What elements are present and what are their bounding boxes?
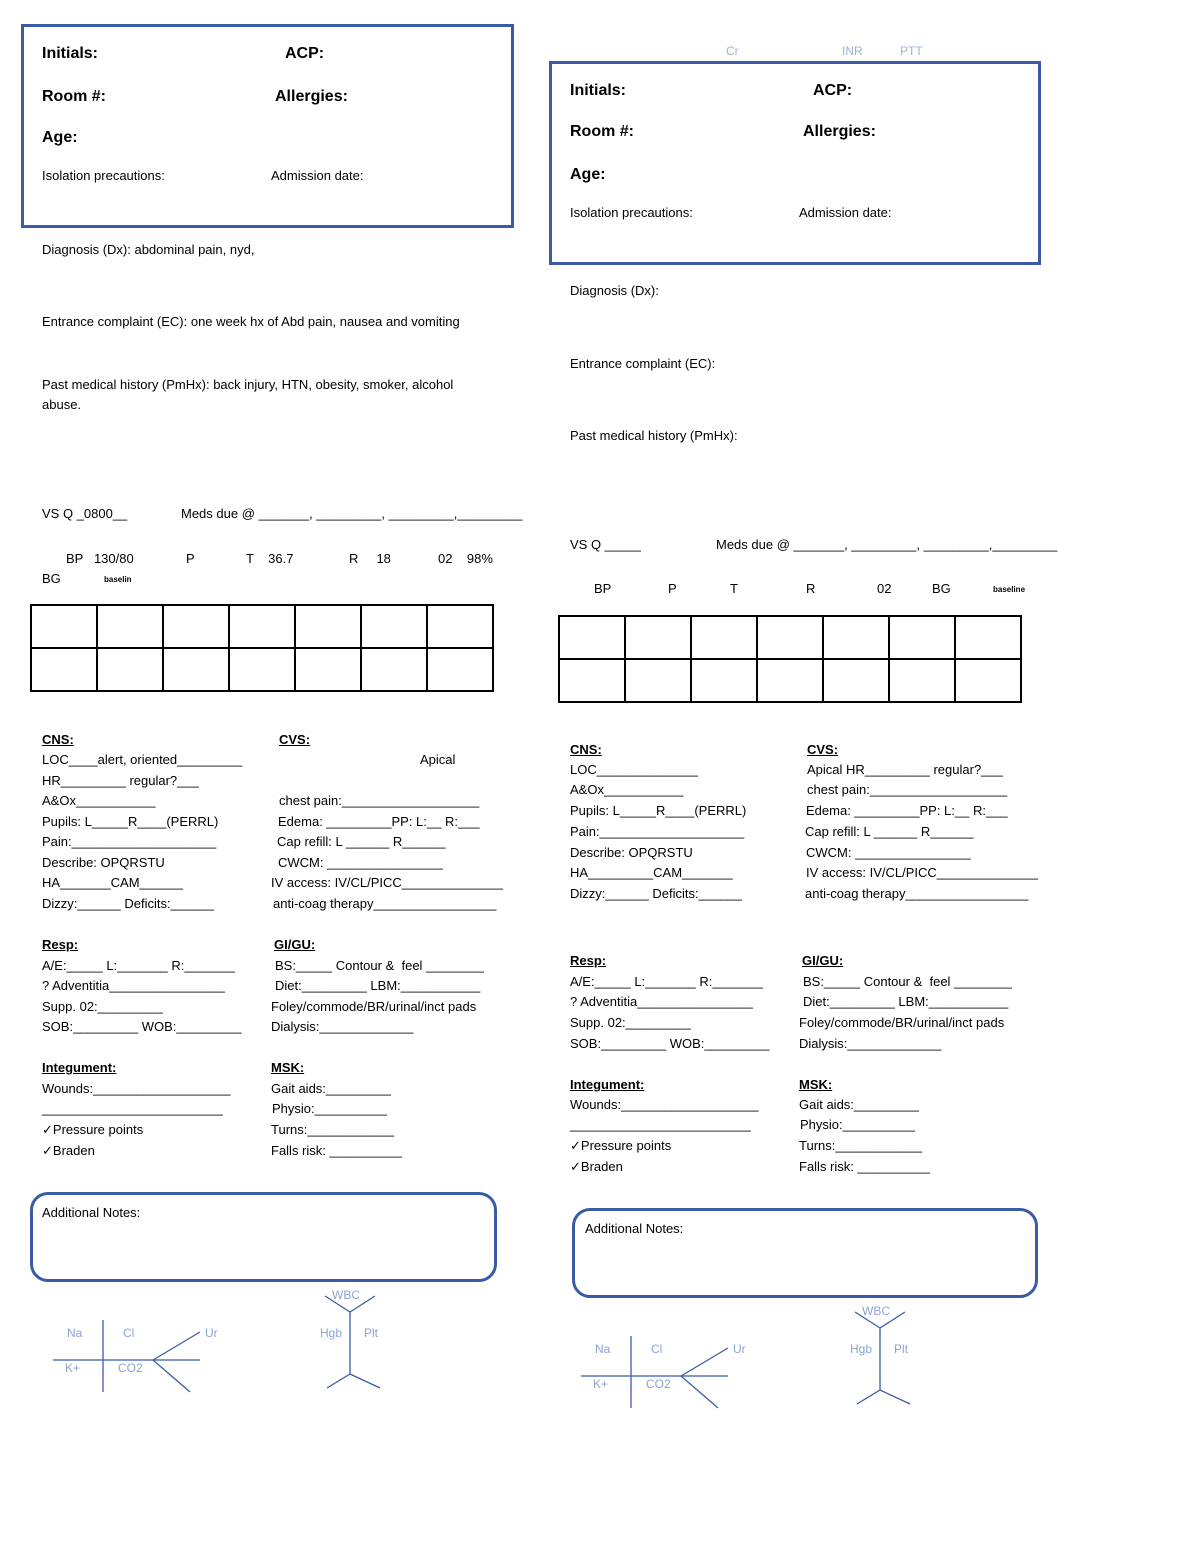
- left-cns-loc: LOC____alert, oriented_________: [42, 752, 243, 767]
- left-resp-adventitia: ? Adventitia________________: [42, 978, 225, 993]
- left-integ-title: Integument:: [42, 1060, 117, 1075]
- right-vital-o2: 02: [877, 581, 892, 596]
- left-cvs-apical: Apical: [420, 752, 456, 767]
- right-msk-title: MSK:: [799, 1077, 833, 1092]
- right-vital-r: R: [806, 581, 816, 596]
- left-cvs-cwcm: CWCM: ________________: [278, 855, 443, 870]
- vitals-cell[interactable]: [559, 659, 625, 702]
- right-acp-label: ACP:: [813, 82, 853, 99]
- right-integ-braden: ✓Braden: [570, 1159, 623, 1174]
- right-cns-pain: Pain:____________________: [570, 824, 745, 839]
- right-plt-label: Plt: [894, 1342, 909, 1356]
- right-k-label: K+: [593, 1377, 609, 1391]
- vitals-cell[interactable]: [295, 648, 361, 691]
- right-hgb-label: Hgb: [850, 1342, 873, 1356]
- left-vitals-grid[interactable]: [30, 604, 494, 692]
- right-cl-label: Cl: [651, 1342, 663, 1356]
- right-vital-bg: BG: [932, 581, 951, 596]
- right-allergies-label: Allergies:: [803, 123, 876, 140]
- right-ptt-label: PTT: [900, 44, 923, 58]
- left-pmhx-line1: Past medical history (PmHx): back injury, HTN, obesity, smoker, alcohol: [42, 377, 454, 392]
- left-cvs-title: CVS:: [279, 732, 311, 747]
- right-cns-title: CNS:: [570, 742, 602, 757]
- left-gigu-diet: Diet:_________ LBM:___________: [275, 978, 481, 993]
- right-resp-ae: A/E:_____ L:_______ R:_______: [570, 974, 764, 989]
- left-vital-bg: BG: [42, 571, 61, 586]
- right-isolation-label: Isolation precautions:: [570, 205, 693, 220]
- left-integ-pressure: ✓Pressure points: [42, 1122, 144, 1137]
- right-integ-pressure: ✓Pressure points: [570, 1138, 672, 1153]
- left-vital-r: R 18: [349, 551, 391, 566]
- vitals-cell[interactable]: [625, 659, 691, 702]
- left-msk-falls: Falls risk: __________: [271, 1143, 402, 1158]
- left-vital-o2: 02 98%: [438, 551, 493, 566]
- left-co2-label: CO2: [118, 1361, 143, 1375]
- right-resp-sob: SOB:_________ WOB:_________: [570, 1036, 770, 1051]
- vitals-cell[interactable]: [361, 648, 427, 691]
- left-integ-blank: _________________________: [42, 1101, 223, 1116]
- left-vital-t: T 36.7: [246, 551, 294, 566]
- vitals-cell[interactable]: [625, 616, 691, 659]
- left-gigu-title: GI/GU:: [274, 937, 316, 952]
- left-resp-title: Resp:: [42, 937, 79, 952]
- left-wbc-label: WBC: [332, 1288, 360, 1302]
- right-cns-pupils: Pupils: L_____R____(PERRL): [570, 803, 747, 818]
- vitals-cell[interactable]: [31, 605, 97, 648]
- left-initials-label: Initials:: [42, 45, 99, 62]
- left-cns-dizzy: Dizzy:______ Deficits:______: [42, 896, 214, 911]
- vitals-cell[interactable]: [823, 616, 889, 659]
- left-cvs-chest: chest pain:___________________: [279, 793, 480, 808]
- right-cr-label: Cr: [726, 44, 739, 58]
- right-pmhx: Past medical history (PmHx):: [570, 428, 738, 443]
- vitals-cell[interactable]: [559, 616, 625, 659]
- vitals-cell[interactable]: [229, 605, 295, 648]
- vitals-cell[interactable]: [691, 616, 757, 659]
- left-isolation-label: Isolation precautions:: [42, 168, 165, 183]
- left-cvs-anticoag: anti-coag therapy_________________: [273, 896, 497, 911]
- left-vital-baseline: baselin: [104, 575, 132, 584]
- left-vs-frequency: VS Q _0800__: [42, 506, 128, 521]
- right-initials-label: Initials:: [570, 82, 627, 99]
- right-cns-ha: HA_________CAM_______: [570, 865, 733, 880]
- right-additional-notes-label: Additional Notes:: [585, 1221, 684, 1236]
- right-na-label: Na: [595, 1342, 611, 1356]
- left-meds-due: Meds due @ _______, _________, _________,_________: [181, 506, 523, 521]
- right-msk-physio: Physio:__________: [800, 1117, 915, 1132]
- left-integ-braden: ✓Braden: [42, 1143, 95, 1158]
- vitals-cell[interactable]: [163, 648, 229, 691]
- right-cvs-edema: Edema: _________PP: L:__ R:___: [806, 803, 1008, 818]
- right-vital-baseline: baseline: [993, 585, 1026, 594]
- right-age-label: Age:: [570, 166, 606, 183]
- right-meds-due: Meds due @ _______, _________, _________,_________: [716, 537, 1058, 552]
- left-additional-notes-label: Additional Notes:: [42, 1205, 141, 1220]
- right-msk-falls: Falls risk: __________: [799, 1159, 930, 1174]
- right-vital-p: P: [668, 581, 677, 596]
- right-wbc-label: WBC: [862, 1304, 890, 1318]
- left-ur-label: Ur: [205, 1326, 218, 1340]
- left-bmp-fishbone: [45, 1290, 285, 1400]
- left-cns-aox: A&Ox___________: [42, 793, 156, 808]
- right-resp-adventitia: ? Adventitia________________: [570, 994, 753, 1009]
- right-entrance-complaint: Entrance complaint (EC):: [570, 356, 716, 371]
- left-plt-label: Plt: [364, 1326, 379, 1340]
- left-age-label: Age:: [42, 129, 78, 146]
- vitals-cell[interactable]: [823, 659, 889, 702]
- right-msk-gait: Gait aids:_________: [799, 1097, 919, 1112]
- vitals-cell[interactable]: [955, 659, 1021, 702]
- right-admission-label: Admission date:: [799, 205, 892, 220]
- left-cns-hr: HR_________ regular?___: [42, 773, 199, 788]
- right-vital-bp: BP: [594, 581, 612, 596]
- vitals-cell[interactable]: [97, 605, 163, 648]
- left-cns-pupils: Pupils: L_____R____(PERRL): [42, 814, 219, 829]
- right-cvs-cwcm: CWCM: ________________: [806, 845, 971, 860]
- right-co2-label: CO2: [646, 1377, 671, 1391]
- vitals-cell[interactable]: [427, 648, 493, 691]
- right-gigu-title: GI/GU:: [802, 953, 844, 968]
- right-gigu-foley: Foley/commode/BR/urinal/inct pads: [799, 1015, 1005, 1030]
- right-cvs-title: CVS:: [807, 742, 839, 757]
- right-ur-label: Ur: [733, 1342, 746, 1356]
- right-cvs-chest: chest pain:___________________: [807, 782, 1008, 797]
- right-resp-title: Resp:: [570, 953, 607, 968]
- right-vital-t: T: [730, 581, 738, 596]
- vitals-cell[interactable]: [889, 659, 955, 702]
- left-allergies-label: Allergies:: [275, 88, 348, 105]
- left-gigu-bs: BS:_____ Contour & feel ________: [275, 958, 484, 973]
- left-msk-title: MSK:: [271, 1060, 305, 1075]
- left-msk-gait: Gait aids:_________: [271, 1081, 391, 1096]
- vitals-cell[interactable]: [691, 659, 757, 702]
- left-acp-label: ACP:: [285, 45, 325, 62]
- vitals-cell[interactable]: [163, 605, 229, 648]
- left-cbc-fishbone: [310, 1286, 410, 1396]
- vitals-cell[interactable]: [757, 659, 823, 702]
- left-entrance-complaint: Entrance complaint (EC): one week hx of Abd pain, nausea and vomiting: [42, 314, 460, 329]
- right-vs-frequency: VS Q _____: [570, 537, 641, 552]
- left-k-label: K+: [65, 1361, 81, 1375]
- right-bmp-fishbone: [573, 1306, 813, 1416]
- left-hgb-label: Hgb: [320, 1326, 343, 1340]
- right-integ-title: Integument:: [570, 1077, 645, 1092]
- right-cvs-anticoag: anti-coag therapy_________________: [805, 886, 1029, 901]
- left-diagnosis: Diagnosis (Dx): abdominal pain, nyd,: [42, 242, 255, 257]
- left-cvs-iv: IV access: IV/CL/PICC______________: [271, 875, 503, 890]
- left-cvs-cap: Cap refill: L ______ R______: [277, 834, 446, 849]
- left-cl-label: Cl: [123, 1326, 135, 1340]
- right-inr-label: INR: [842, 44, 863, 58]
- left-cvs-edema: Edema: _________PP: L:__ R:___: [278, 814, 480, 829]
- left-cns-describe: Describe: OPQRSTU: [42, 855, 165, 870]
- left-integ-wounds: Wounds:___________________: [42, 1081, 231, 1096]
- left-gigu-foley: Foley/commode/BR/urinal/inct pads: [271, 999, 477, 1014]
- left-resp-sob: SOB:_________ WOB:_________: [42, 1019, 242, 1034]
- right-cns-aox: A&Ox___________: [570, 782, 684, 797]
- vitals-cell[interactable]: [757, 616, 823, 659]
- left-pmhx-line2: abuse.: [42, 397, 82, 412]
- right-vitals-grid[interactable]: [558, 615, 1022, 703]
- right-integ-wounds: Wounds:___________________: [570, 1097, 759, 1112]
- right-cns-dizzy: Dizzy:______ Deficits:______: [570, 886, 742, 901]
- vitals-cell[interactable]: [427, 605, 493, 648]
- left-gigu-dialysis: Dialysis:_____________: [271, 1019, 414, 1034]
- right-cvs-apical: Apical HR_________ regular?___: [807, 762, 1003, 777]
- right-cvs-cap: Cap refill: L ______ R______: [805, 824, 974, 839]
- left-resp-ae: A/E:_____ L:_______ R:_______: [42, 958, 236, 973]
- vitals-cell[interactable]: [229, 648, 295, 691]
- vitals-cell[interactable]: [31, 648, 97, 691]
- right-cns-describe: Describe: OPQRSTU: [570, 845, 693, 860]
- left-cns-ha: HA_______CAM______: [42, 875, 183, 890]
- left-msk-physio: Physio:__________: [272, 1101, 387, 1116]
- right-room-label: Room #:: [570, 123, 634, 140]
- left-msk-turns: Turns:____________: [271, 1122, 395, 1137]
- vitals-cell[interactable]: [955, 616, 1021, 659]
- left-cns-title: CNS:: [42, 732, 74, 747]
- left-cns-pain: Pain:____________________: [42, 834, 217, 849]
- right-gigu-dialysis: Dialysis:_____________: [799, 1036, 942, 1051]
- right-gigu-diet: Diet:_________ LBM:___________: [803, 994, 1009, 1009]
- left-resp-supp-o2: Supp. 02:_________: [42, 999, 163, 1014]
- right-diagnosis: Diagnosis (Dx):: [570, 283, 659, 298]
- right-resp-supp-o2: Supp. 02:_________: [570, 1015, 691, 1030]
- left-vital-bp: BP 130/80: [66, 551, 134, 566]
- left-vital-p: P: [186, 551, 195, 566]
- right-cbc-fishbone: [840, 1302, 940, 1412]
- vitals-cell[interactable]: [295, 605, 361, 648]
- right-cns-loc: LOC______________: [570, 762, 698, 777]
- vitals-cell[interactable]: [97, 648, 163, 691]
- vitals-cell[interactable]: [361, 605, 427, 648]
- vitals-cell[interactable]: [889, 616, 955, 659]
- left-room-label: Room #:: [42, 88, 106, 105]
- right-integ-blank: _________________________: [570, 1117, 751, 1132]
- right-cvs-iv: IV access: IV/CL/PICC______________: [806, 865, 1038, 880]
- right-gigu-bs: BS:_____ Contour & feel ________: [803, 974, 1012, 989]
- left-admission-label: Admission date:: [271, 168, 364, 183]
- left-na-label: Na: [67, 1326, 83, 1340]
- right-msk-turns: Turns:____________: [799, 1138, 923, 1153]
